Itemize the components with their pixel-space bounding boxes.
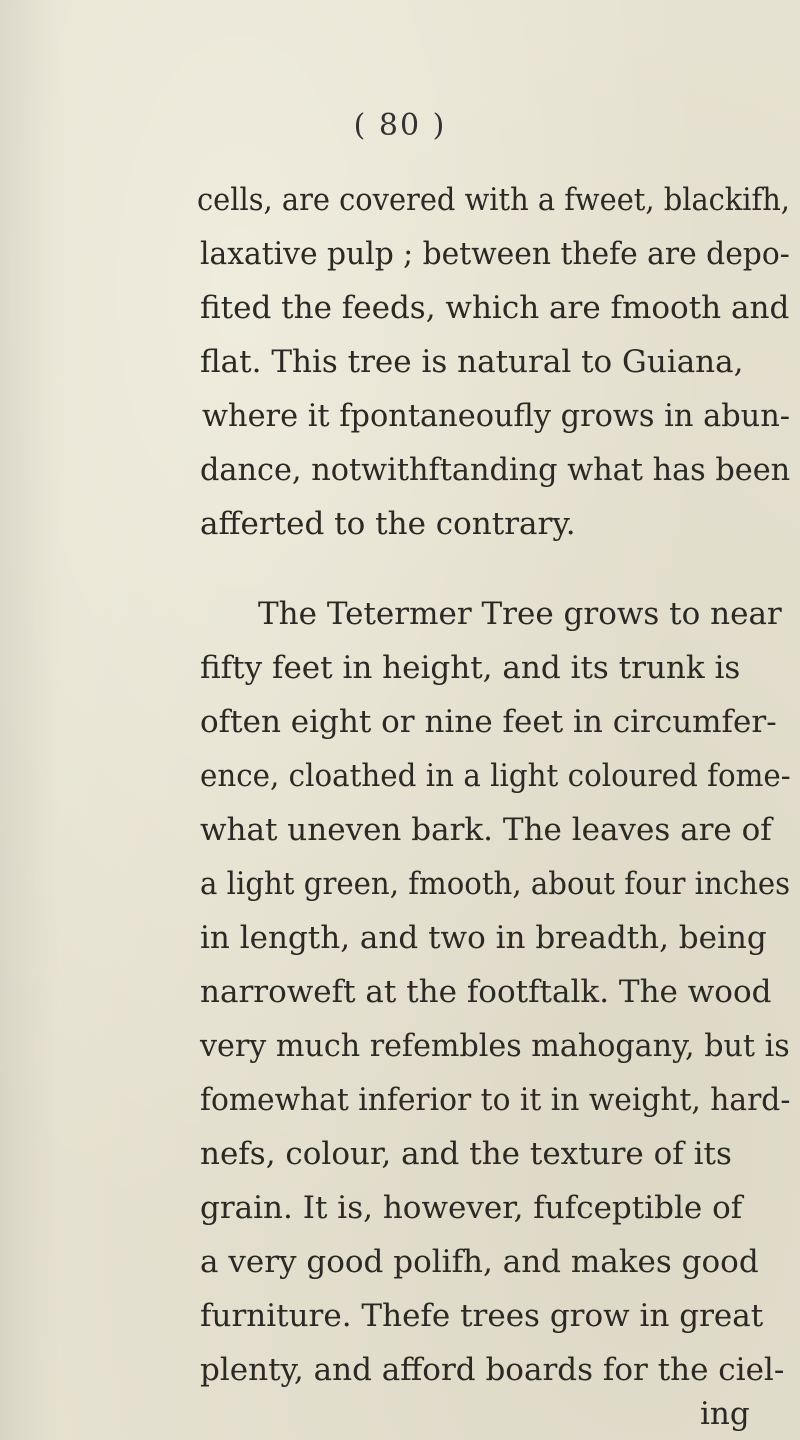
text-line: a very good polifh, and makes good: [200, 1244, 759, 1280]
text-line: grain. It is, however, fufceptible of: [200, 1190, 743, 1226]
text-line: a light green, fmooth, about four inches: [200, 866, 791, 902]
catchword: ing: [700, 1396, 750, 1432]
text-line: often eight or nine feet in circumfer-: [200, 704, 777, 740]
text-line: The Tetermer Tree grows to near: [258, 596, 782, 632]
text-line: fomewhat inferior to it in weight, hard-: [200, 1082, 791, 1118]
page-number: ( 80 ): [353, 108, 447, 143]
text-line: furniture. Thefe trees grow in great: [200, 1298, 764, 1334]
text-line: narroweft at the footftalk. The wood: [200, 974, 772, 1010]
text-line: flat. This tree is natural to Guiana,: [200, 344, 744, 380]
text-line: fited the feeds, which are fmooth and: [200, 290, 790, 326]
text-line: what uneven bark. The leaves are of: [200, 812, 772, 848]
text-line: very much refembles mahogany, but is: [200, 1028, 790, 1064]
text-line: dance, notwithftanding what has been: [200, 452, 791, 488]
text-line: ence, cloathed in a light coloured fome-: [200, 758, 791, 794]
text-line: where it fpontaneoufly grows in abun-: [202, 398, 791, 434]
text-line: laxative pulp ; between thefe are depo-: [200, 236, 790, 272]
text-line: afferted to the contrary.: [200, 506, 576, 542]
text-line: fifty feet in height, and its trunk is: [200, 650, 741, 686]
text-line: nefs, colour, and the texture of its: [200, 1136, 732, 1172]
text-line: plenty, and afford boards for the ciel-: [200, 1352, 785, 1388]
text-line: cells, are covered with a fweet, blackifh,: [197, 182, 790, 218]
text-line: in length, and two in breadth, being: [200, 920, 767, 956]
page-fold-shadow: [0, 0, 60, 1440]
